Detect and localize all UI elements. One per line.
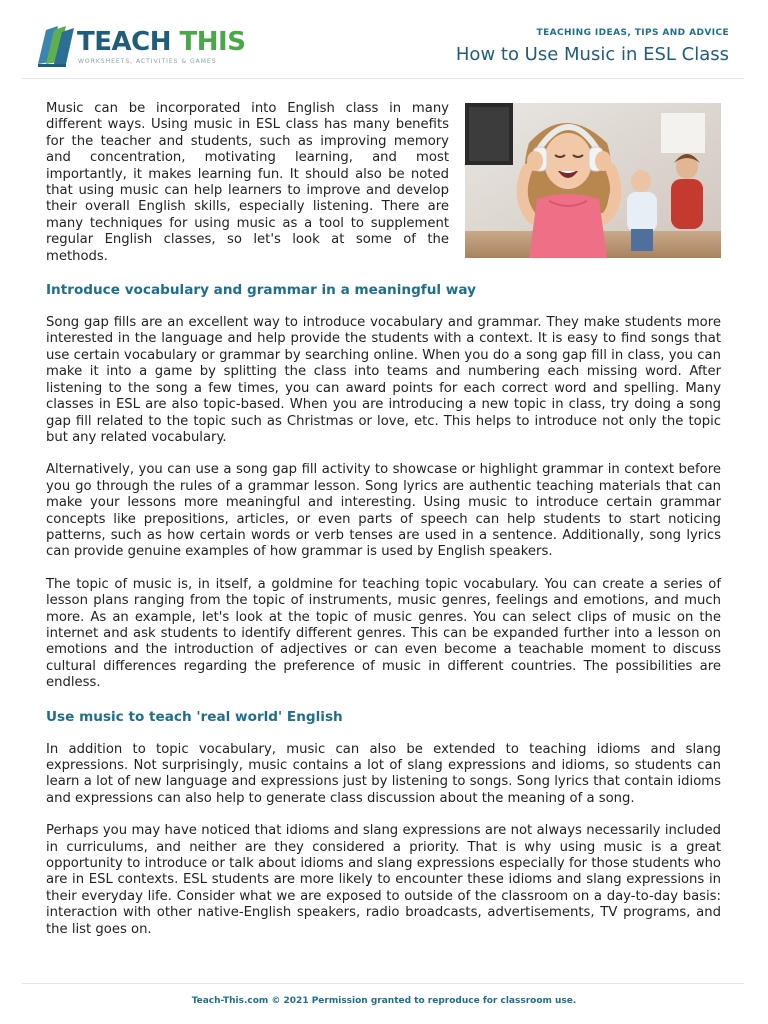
paragraph-song-gap-fills: Song gap fills are an excellent way to introduce vocabulary and grammar. They make students more interested in the language and help provide the students with a context. It is easy to find songs that use certain vocabulary or grammar by searching online. When you do a song gap fill in class, you can make it into a game by splitting the class into teams and numbering each missing word. After listening to the song a few times, you can award points for each correct word and spelling. Many classes in ESL are also topic-based. When you are introducing a new topic in class, try doing a song gap fill related to the topic such as Christmas or love, etc. This helps to introduce not only the topic but any related vocabulary. [46, 315, 721, 445]
paragraph-grammar-in-context: Alternatively, you can use a song gap fill activity to showcase or highlight grammar in context before you go through the rules of a grammar lesson. Song lyrics are authentic teaching materials that can make your lessons more meaningful and interesting. Using music to introduce certain grammar concepts like prepositions, articles, or even parts of speech can help students to start noticing patterns, such as how certain words or verb tenses are used in a sentence. Additionally, song lyrics can provide genuine examples of how grammar is used by English speakers. [46, 462, 721, 560]
page-header [0, 0, 768, 80]
section-kicker: TEACHING IDEAS, TIPS AND ADVICE [536, 28, 729, 38]
girl-with-headphones-photo [465, 103, 721, 258]
header-divider [22, 78, 744, 79]
footer-divider [22, 983, 744, 984]
book-logo-icon [36, 24, 76, 68]
logo-wordmark [77, 27, 245, 57]
section-heading-real-world-english: Use music to teach 'real world' English [46, 708, 343, 725]
footer-copyright: Teach-This.com © 2021 Permission granted to reproduce for classroom use. [191, 996, 577, 1006]
page-title: How to Use Music in ESL Class [455, 44, 729, 65]
logo-word-this: THIS [179, 27, 246, 57]
section-heading-vocabulary-grammar: Introduce vocabulary and grammar in a meaningful way [46, 282, 476, 299]
paragraph-topic-vocabulary: The topic of music is, in itself, a goldmine for teaching topic vocabulary. You can create a series of lesson plans ranging from the topic of instruments, music genres, feelings and emotions, and much more. As an example, let's look at the topic of music genres. You can select clips of music on the internet and ask students to identify different genres. This can be expanded further into a lesson on emotions and the introduction of adjectives or can even become a teachable moment to discuss cultural differences regarding the preference of music in different countries. The possibilities are endless. [46, 576, 721, 691]
logo-tagline: WORKSHEETS, ACTIVITIES & GAMES [78, 58, 217, 65]
article-body [46, 101, 721, 954]
teach-this-logo[interactable] [36, 24, 246, 70]
photo-girl-headphones-icon [465, 103, 721, 258]
logo-word-teach: TEACH [77, 27, 171, 57]
paragraph-curriculum-idioms: Perhaps you may have noticed that idioms and slang expressions are not always necessarily included in curriculums, and neither are they considered a priority. That is why using music is a great opportunity to introduce or talk about idioms and slang expressions especially for those students who are in ESL contexts. ESL students are more likely to encounter these idioms and slang expressions in their everyday life. Consider what we are exposed to outside of the classroom on a day-to-day basis: interaction with other native-English speakers, radio broadcasts, advertisements, TV programs, and the list goes on. [46, 823, 721, 937]
paragraph-idioms-slang: In addition to topic vocabulary, music can also be extended to teaching idioms and slang expressions. Not surprisingly, music contains a lot of slang expressions and idioms, so students can learn a lot of new language and expressions just by listening to songs. Song lyrics that contain idioms and expressions can also help to generate class discussion about the meaning of a song. [46, 741, 721, 806]
intro-paragraph: Music can be incorporated into English class in many different ways. Using music in ESL class has many benefits for the teacher and students, such as improving memory and concentration, motivating learning, and most importantly, it makes learning fun. It should also be noted that using music can help learners to improve and develop their overall English skills, especially listening. There are many techniques for using music as a tool to supplement regular English classes, so let's look at some of the methods. [46, 101, 449, 264]
